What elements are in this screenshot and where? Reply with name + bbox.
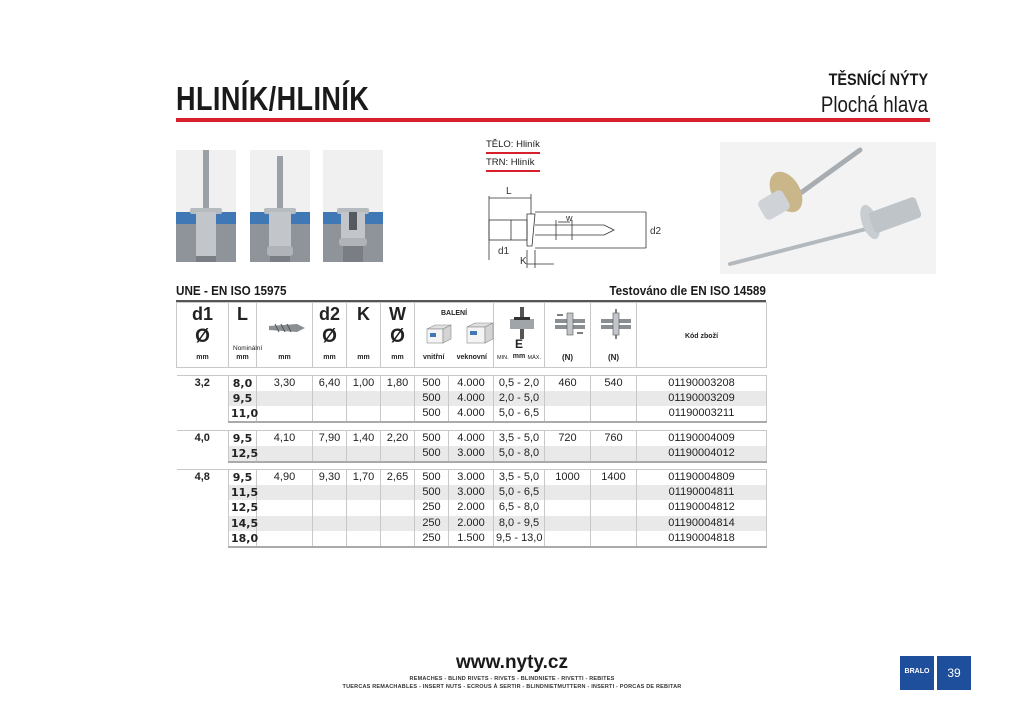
k-value: 1,00 [347, 376, 381, 392]
max-label: MÁX. [527, 355, 541, 361]
standard-label: UNE - EN ISO 15975 [176, 283, 287, 298]
k-value: 1,40 [347, 430, 381, 446]
category-title: TĚSNÍCÍ NÝTY [828, 70, 928, 89]
header-d1: d1 [191, 304, 213, 324]
website-link[interactable]: www.nyty.cz [456, 652, 568, 673]
length-value: 12,5 [229, 500, 257, 515]
rivet-spec-table [176, 302, 767, 548]
rivet-set-illustration [323, 150, 383, 262]
outer-qty: 3.000 [449, 485, 494, 500]
diameter-symbol: Ø [322, 326, 337, 347]
shear-value: 1000 [545, 470, 591, 486]
force-unit-label: (N) [561, 353, 574, 362]
grip-range-icon [506, 307, 538, 339]
table-row [177, 391, 767, 406]
material-underline [486, 152, 540, 154]
outer-qty: 1.500 [449, 531, 494, 547]
w-value: 2,65 [381, 470, 415, 486]
inner-label: vnitřní [423, 354, 445, 361]
length-value: 9,5 [229, 470, 257, 486]
unit-label: mm [278, 354, 291, 361]
header-d2: d2 [318, 304, 340, 324]
grip-range: 2,0 - 5,0 [494, 391, 545, 406]
drill-value: 4,90 [257, 470, 313, 486]
shear-value: 720 [545, 430, 591, 446]
diameter-symbol: Ø [195, 326, 210, 347]
inner-qty: 250 [415, 516, 449, 531]
unit-label: mm [512, 353, 526, 360]
material-underline [486, 170, 540, 172]
shear-force-icon [555, 309, 585, 339]
length-value: 11,0 [229, 406, 257, 422]
d2-value: 6,40 [313, 376, 347, 392]
product-code: 01190003209 [637, 391, 767, 406]
min-label: MIN. [497, 355, 509, 361]
table-row [177, 531, 767, 547]
w-value: 2,20 [381, 430, 415, 446]
product-code: 01190004009 [637, 430, 767, 446]
grip-range: 5,0 - 8,0 [494, 446, 545, 462]
table-row [177, 446, 767, 462]
unit-label: mm [391, 354, 404, 361]
rivet-before-setting-illustration [176, 150, 236, 262]
d1-value: 4,0 [177, 430, 229, 462]
diameter-symbol: Ø [390, 326, 405, 347]
grip-range: 3,5 - 5,0 [494, 430, 545, 446]
outer-label: veknovní [456, 354, 487, 361]
length-value: 12,5 [229, 446, 257, 462]
footer-products-line: TUERCAS REMACHABLES - INSERT NUTS - ECROUS À SERTIR - BLINDNIETMUTTERN - INSERTI - PORCAS DE REBITAR [342, 684, 682, 690]
grip-range: 3,5 - 5,0 [494, 470, 545, 486]
header-l: L [237, 304, 248, 324]
tensile-force-icon [601, 309, 631, 339]
logo-text: BRALO [904, 668, 930, 675]
k-value: 1,70 [347, 470, 381, 486]
unit-label: mm [357, 354, 370, 361]
length-value: 18,0 [229, 531, 257, 547]
tensile-value: 760 [591, 430, 637, 446]
product-code: 01190003211 [637, 406, 767, 422]
table-row [177, 500, 767, 515]
mandrel-material-label: TRN: Hliník [486, 157, 535, 168]
table-row [177, 406, 767, 422]
length-value: 11,5 [229, 485, 257, 500]
outer-qty: 3.000 [449, 470, 494, 486]
grip-label: E [514, 337, 523, 351]
d1-value: 4,8 [177, 470, 229, 547]
force-unit-label: (N) [607, 353, 620, 362]
rivet-setting-illustration [250, 150, 310, 262]
grip-range: 9,5 - 13,0 [494, 531, 545, 547]
length-value: 8,0 [229, 376, 257, 392]
header-divider [176, 118, 930, 122]
outer-qty: 4.000 [449, 391, 494, 406]
table-row [177, 376, 767, 392]
grip-range: 6,5 - 8,0 [494, 500, 545, 515]
length-value: 9,5 [229, 391, 257, 406]
product-code: 01190004818 [637, 531, 767, 547]
d2-value: 7,90 [313, 430, 347, 446]
bralo-logo [900, 656, 934, 690]
product-code: 01190004812 [637, 500, 767, 515]
subcategory-title: Plochá hlava [820, 92, 928, 117]
drill-value: 3,30 [257, 376, 313, 392]
d1-label: d1 [498, 246, 510, 257]
length-value: 9,5 [229, 430, 257, 446]
table-row [177, 470, 767, 486]
rivet-product-photo [720, 142, 936, 274]
grip-range: 8,0 - 9,5 [494, 516, 545, 531]
rivet-dimension-drawing [486, 180, 666, 272]
body-material-label: TĚLO: Hliník [486, 139, 540, 150]
inner-qty: 500 [415, 376, 449, 392]
tensile-value: 540 [591, 376, 637, 392]
inner-qty: 250 [415, 531, 449, 547]
outer-qty: 2.000 [449, 516, 494, 531]
drill-value: 4,10 [257, 430, 313, 446]
shear-value: 460 [545, 376, 591, 392]
inner-qty: 500 [415, 406, 449, 422]
inner-qty: 500 [415, 470, 449, 486]
header-k: K [357, 304, 370, 324]
product-code: 01190004811 [637, 485, 767, 500]
unit-label: mm [323, 354, 336, 361]
d2-value: 9,30 [313, 470, 347, 486]
d1-value: 3,2 [177, 376, 229, 423]
nominal-label: Nominální [233, 345, 263, 352]
grip-range: 5,0 - 6,5 [494, 485, 545, 500]
outer-qty: 3.000 [449, 446, 494, 462]
inner-qty: 250 [415, 500, 449, 515]
footer-products-line: REMACHES - BLIND RIVETS - RIVETS - BLINDNIETE - RIVETTI - REBITES [409, 676, 615, 682]
inner-qty: 500 [415, 446, 449, 462]
tensile-value: 1400 [591, 470, 637, 486]
packing-label: BALENÍ [440, 310, 468, 317]
page-title: HLINÍK/HLINÍK [176, 80, 370, 117]
outer-qty: 2.000 [449, 500, 494, 515]
table-row [177, 430, 767, 446]
test-standard-label: Testováno dle EN ISO 14589 [609, 283, 766, 298]
w-label: w [566, 213, 573, 223]
unit-label: mm [236, 354, 249, 361]
inner-qty: 500 [415, 430, 449, 446]
code-header: Kód zboží [684, 333, 719, 340]
inner-qty: 500 [415, 391, 449, 406]
table-row [177, 516, 767, 531]
table-row [177, 485, 767, 500]
inner-box-icon [425, 323, 453, 345]
inner-qty: 500 [415, 485, 449, 500]
drill-bit-icon [267, 321, 307, 335]
product-code: 01190004012 [637, 446, 767, 462]
product-code: 01190003208 [637, 376, 767, 392]
product-code: 01190004809 [637, 470, 767, 486]
grip-range: 5,0 - 6,5 [494, 406, 545, 422]
product-code: 01190004814 [637, 516, 767, 531]
outer-box-icon [465, 321, 495, 345]
page-number: 39 [937, 656, 971, 690]
length-label: L [506, 186, 512, 197]
outer-qty: 4.000 [449, 406, 494, 422]
header-w: W [389, 304, 406, 324]
outer-qty: 4.000 [449, 376, 494, 392]
w-value: 1,80 [381, 376, 415, 392]
outer-qty: 4.000 [449, 430, 494, 446]
table-header-row [177, 303, 767, 368]
length-value: 14,5 [229, 516, 257, 531]
d2-label: d2 [650, 226, 662, 237]
grip-range: 0,5 - 2,0 [494, 376, 545, 392]
unit-label: mm [196, 354, 209, 361]
k-label: K [520, 256, 527, 267]
